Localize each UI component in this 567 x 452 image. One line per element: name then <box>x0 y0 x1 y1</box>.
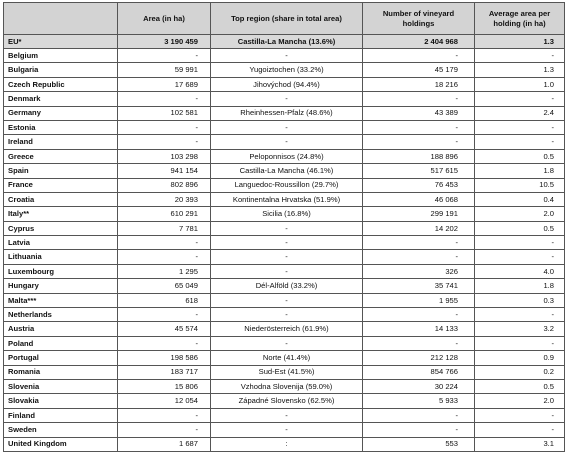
average-area-cell: - <box>475 135 565 149</box>
table-row <box>4 120 565 134</box>
country-cell: Ireland <box>4 135 118 149</box>
eu-country-cell: EU* <box>4 35 118 49</box>
area-cell: 17 689 <box>118 77 211 91</box>
table-row <box>4 236 565 250</box>
holdings-cell: 326 <box>363 264 475 278</box>
table-body <box>4 35 565 452</box>
top-region-cell: - <box>211 120 363 134</box>
area-cell: - <box>118 336 211 350</box>
average-area-cell: - <box>475 250 565 264</box>
country-cell: Romania <box>4 365 118 379</box>
country-cell: Portugal <box>4 351 118 365</box>
area-cell: 45 574 <box>118 322 211 336</box>
holdings-cell: - <box>363 408 475 422</box>
average-area-cell: 4.0 <box>475 264 565 278</box>
top-region-cell: Kontinentalna Hrvatska (51.9%) <box>211 192 363 206</box>
average-area-cell: - <box>475 408 565 422</box>
holdings-cell: - <box>363 49 475 63</box>
holdings-cell: 1 955 <box>363 293 475 307</box>
area-cell: 610 291 <box>118 207 211 221</box>
table-row <box>4 408 565 422</box>
holdings-cell: - <box>363 308 475 322</box>
country-cell: Estonia <box>4 120 118 134</box>
country-cell: Netherlands <box>4 308 118 322</box>
table-row <box>4 423 565 437</box>
country-cell: United Kingdom <box>4 437 118 451</box>
area-cell: - <box>118 236 211 250</box>
header-holdings: Number of vineyard holdings <box>363 3 475 35</box>
header-area: Area (in ha) <box>118 3 211 35</box>
holdings-cell: 45 179 <box>363 63 475 77</box>
table-row <box>4 207 565 221</box>
table-row <box>4 164 565 178</box>
top-region-cell: Peloponnisos (24.8%) <box>211 149 363 163</box>
holdings-cell: 46 068 <box>363 192 475 206</box>
holdings-cell: - <box>363 423 475 437</box>
country-cell: Italy** <box>4 207 118 221</box>
area-cell: 183 717 <box>118 365 211 379</box>
area-cell: - <box>118 49 211 63</box>
average-area-cell: 2.0 <box>475 394 565 408</box>
table-row <box>4 135 565 149</box>
area-cell: - <box>118 135 211 149</box>
table-row <box>4 279 565 293</box>
holdings-cell: - <box>363 135 475 149</box>
top-region-cell: - <box>211 250 363 264</box>
country-cell: Malta*** <box>4 293 118 307</box>
table-row <box>4 178 565 192</box>
top-region-cell: Vzhodna Slovenija (59.0%) <box>211 379 363 393</box>
average-area-cell: 1.3 <box>475 63 565 77</box>
eu-total-row <box>4 35 565 49</box>
average-area-cell: - <box>475 423 565 437</box>
holdings-cell: - <box>363 336 475 350</box>
top-region-cell: Niederösterreich (61.9%) <box>211 322 363 336</box>
area-cell: - <box>118 250 211 264</box>
top-region-cell: Norte (41.4%) <box>211 351 363 365</box>
vineyard-table <box>3 2 565 452</box>
average-area-cell: 0.5 <box>475 149 565 163</box>
holdings-cell: 35 741 <box>363 279 475 293</box>
area-cell: 618 <box>118 293 211 307</box>
holdings-cell: 299 191 <box>363 207 475 221</box>
holdings-cell: 854 766 <box>363 365 475 379</box>
eu-average-cell: 1.3 <box>475 35 565 49</box>
country-cell: Slovenia <box>4 379 118 393</box>
average-area-cell: - <box>475 336 565 350</box>
area-cell: 1 687 <box>118 437 211 451</box>
average-area-cell: 0.2 <box>475 365 565 379</box>
country-cell: Spain <box>4 164 118 178</box>
top-region-cell: Jihovýchod (94.4%) <box>211 77 363 91</box>
area-cell: 941 154 <box>118 164 211 178</box>
top-region-cell: - <box>211 293 363 307</box>
area-cell: - <box>118 423 211 437</box>
table-row <box>4 264 565 278</box>
table-row <box>4 221 565 235</box>
header-average-area: Average area per holding (in ha) <box>475 3 565 35</box>
holdings-cell: 212 128 <box>363 351 475 365</box>
country-cell: Lithuania <box>4 250 118 264</box>
average-area-cell: - <box>475 49 565 63</box>
eu-area-cell: 3 190 459 <box>118 35 211 49</box>
top-region-cell: Rheinhessen-Pfalz (48.6%) <box>211 106 363 120</box>
table-row <box>4 77 565 91</box>
average-area-cell: 1.0 <box>475 77 565 91</box>
country-cell: Bulgaria <box>4 63 118 77</box>
table-row <box>4 106 565 120</box>
table-row <box>4 293 565 307</box>
holdings-cell: 14 133 <box>363 322 475 336</box>
header-country <box>4 3 118 35</box>
country-cell: Denmark <box>4 92 118 106</box>
table-row <box>4 92 565 106</box>
top-region-cell: Sicilia (16.8%) <box>211 207 363 221</box>
area-cell: 65 049 <box>118 279 211 293</box>
country-cell: France <box>4 178 118 192</box>
holdings-cell: - <box>363 250 475 264</box>
top-region-cell: : <box>211 437 363 451</box>
table-row <box>4 322 565 336</box>
top-region-cell: Dél-Alföld (33.2%) <box>211 279 363 293</box>
holdings-cell: 14 202 <box>363 221 475 235</box>
holdings-cell: 5 933 <box>363 394 475 408</box>
country-cell: Greece <box>4 149 118 163</box>
eu-region-cell: Castilla-La Mancha (13.6%) <box>211 35 363 49</box>
holdings-cell: 30 224 <box>363 379 475 393</box>
top-region-cell: - <box>211 264 363 278</box>
holdings-cell: - <box>363 92 475 106</box>
table-row <box>4 308 565 322</box>
holdings-cell: - <box>363 236 475 250</box>
area-cell: 102 581 <box>118 106 211 120</box>
table-row <box>4 250 565 264</box>
area-cell: 15 806 <box>118 379 211 393</box>
average-area-cell: 1.8 <box>475 279 565 293</box>
average-area-cell: 3.1 <box>475 437 565 451</box>
top-region-cell: Languedoc-Roussillon (29.7%) <box>211 178 363 192</box>
country-cell: Poland <box>4 336 118 350</box>
average-area-cell: 0.5 <box>475 221 565 235</box>
header-row <box>4 3 565 35</box>
holdings-cell: 517 615 <box>363 164 475 178</box>
area-cell: - <box>118 92 211 106</box>
holdings-cell: 188 896 <box>363 149 475 163</box>
top-region-cell: Sud-Est (41.5%) <box>211 365 363 379</box>
area-cell: 12 054 <box>118 394 211 408</box>
average-area-cell: 3.2 <box>475 322 565 336</box>
table-row <box>4 351 565 365</box>
table-row <box>4 149 565 163</box>
top-region-cell: - <box>211 49 363 63</box>
average-area-cell: 0.3 <box>475 293 565 307</box>
top-region-cell: - <box>211 336 363 350</box>
average-area-cell: 2.4 <box>475 106 565 120</box>
area-cell: 7 781 <box>118 221 211 235</box>
area-cell: - <box>118 120 211 134</box>
table-row <box>4 192 565 206</box>
average-area-cell: 10.5 <box>475 178 565 192</box>
table-row <box>4 437 565 451</box>
average-area-cell: 0.4 <box>475 192 565 206</box>
area-cell: - <box>118 408 211 422</box>
table-row <box>4 394 565 408</box>
top-region-cell: Yugoiztochen (33.2%) <box>211 63 363 77</box>
table-row <box>4 379 565 393</box>
country-cell: Luxembourg <box>4 264 118 278</box>
country-cell: Slovakia <box>4 394 118 408</box>
average-area-cell: - <box>475 308 565 322</box>
area-cell: 198 586 <box>118 351 211 365</box>
holdings-cell: 76 453 <box>363 178 475 192</box>
top-region-cell: - <box>211 308 363 322</box>
country-cell: Czech Republic <box>4 77 118 91</box>
top-region-cell: Castilla-La Mancha (46.1%) <box>211 164 363 178</box>
area-cell: 59 991 <box>118 63 211 77</box>
average-area-cell: - <box>475 236 565 250</box>
table-row <box>4 49 565 63</box>
top-region-cell: - <box>211 236 363 250</box>
country-cell: Cyprus <box>4 221 118 235</box>
table-row <box>4 63 565 77</box>
header-top-region: Top region (share in total area) <box>211 3 363 35</box>
area-cell: 103 298 <box>118 149 211 163</box>
table-row <box>4 336 565 350</box>
country-cell: Latvia <box>4 236 118 250</box>
top-region-cell: - <box>211 135 363 149</box>
average-area-cell: 2.0 <box>475 207 565 221</box>
top-region-cell: Západné Slovensko (62.5%) <box>211 394 363 408</box>
country-cell: Finland <box>4 408 118 422</box>
eu-holdings-cell: 2 404 968 <box>363 35 475 49</box>
area-cell: - <box>118 308 211 322</box>
table-row <box>4 365 565 379</box>
area-cell: 802 896 <box>118 178 211 192</box>
holdings-cell: 18 216 <box>363 77 475 91</box>
area-cell: 1 295 <box>118 264 211 278</box>
country-cell: Sweden <box>4 423 118 437</box>
holdings-cell: 43 389 <box>363 106 475 120</box>
area-cell: 20 393 <box>118 192 211 206</box>
average-area-cell: 0.9 <box>475 351 565 365</box>
country-cell: Croatia <box>4 192 118 206</box>
country-cell: Belgium <box>4 49 118 63</box>
country-cell: Hungary <box>4 279 118 293</box>
country-cell: Austria <box>4 322 118 336</box>
top-region-cell: - <box>211 221 363 235</box>
top-region-cell: - <box>211 423 363 437</box>
average-area-cell: 1.8 <box>475 164 565 178</box>
country-cell: Germany <box>4 106 118 120</box>
holdings-cell: - <box>363 120 475 134</box>
average-area-cell: - <box>475 92 565 106</box>
top-region-cell: - <box>211 408 363 422</box>
top-region-cell: - <box>211 92 363 106</box>
average-area-cell: - <box>475 120 565 134</box>
average-area-cell: 0.5 <box>475 379 565 393</box>
holdings-cell: 553 <box>363 437 475 451</box>
